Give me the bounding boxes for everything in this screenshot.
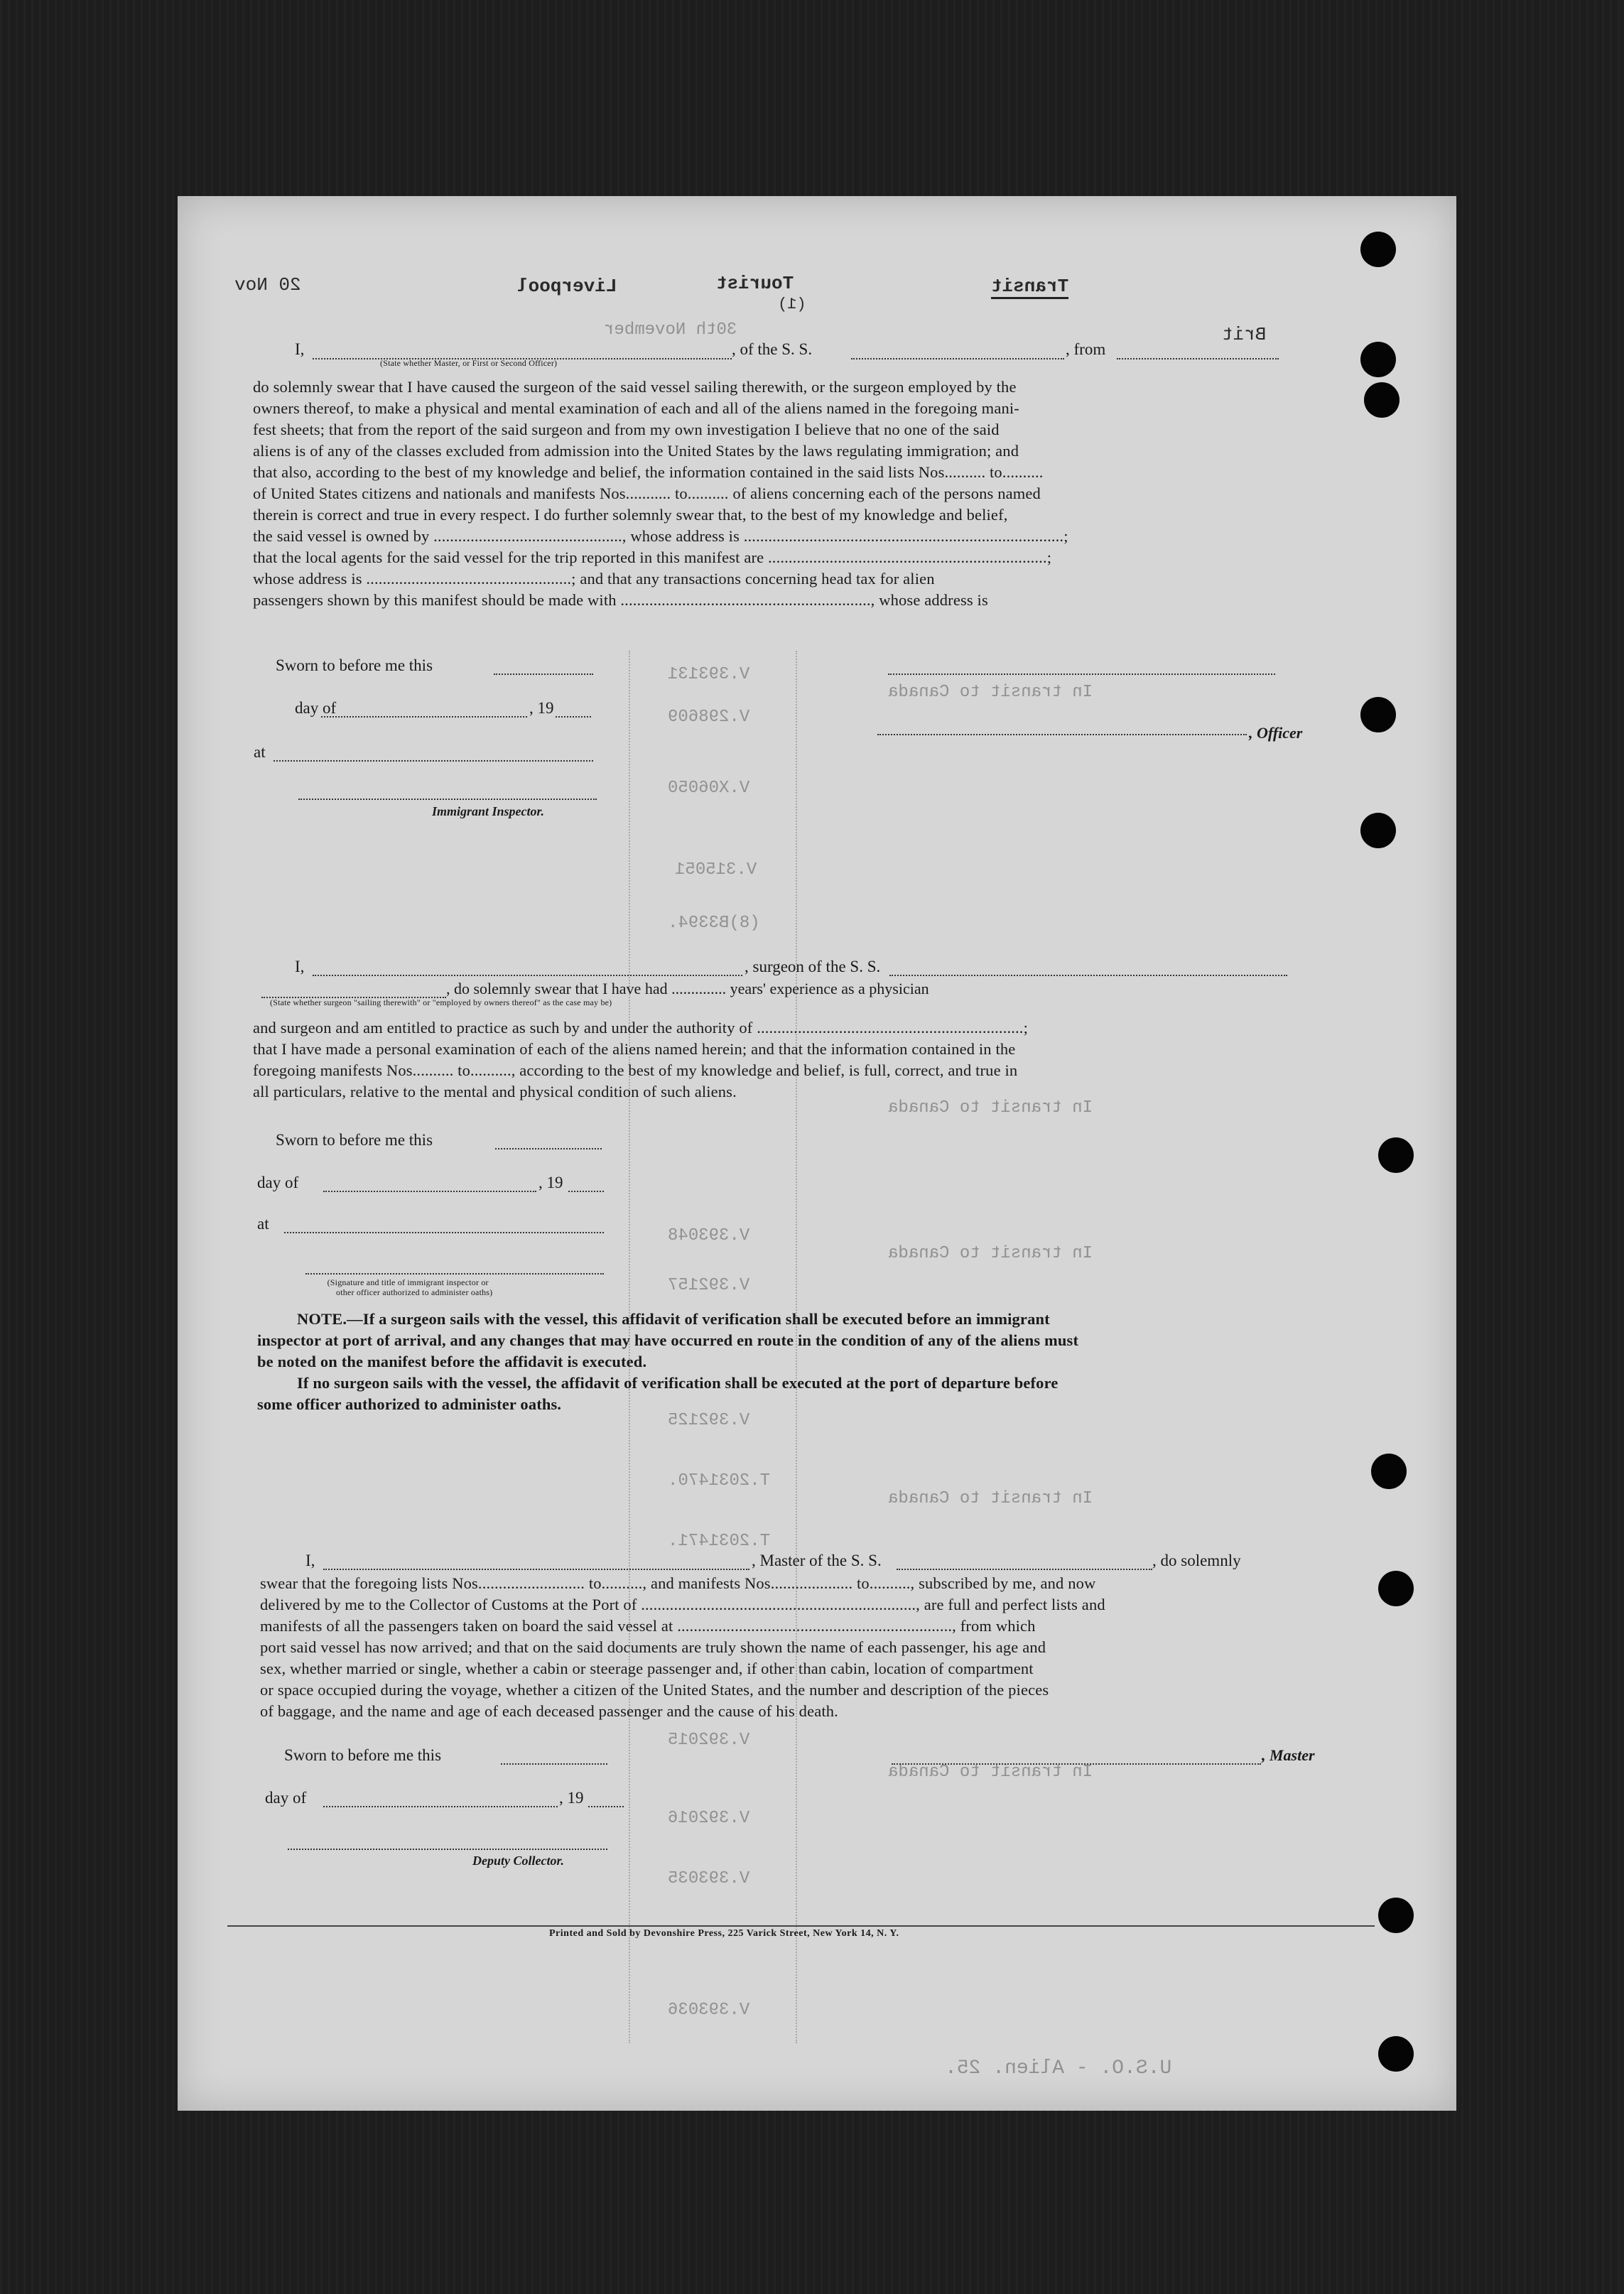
punch-hole: [1360, 232, 1396, 267]
bleed-number: V.298609: [668, 708, 750, 727]
at-line-2: [284, 1232, 604, 1233]
at-line-1: [274, 760, 593, 762]
bleed-number: (8)B3394.: [668, 914, 760, 933]
bleed-number: T.2031470.: [668, 1471, 771, 1490]
header-port: Liverpool: [517, 276, 617, 297]
sworn-day-line: [494, 673, 593, 675]
day-of-label-1: day of: [295, 699, 337, 717]
bleed-number: V.315051: [675, 860, 757, 880]
bleed-number: V.392015: [668, 1731, 750, 1750]
collector-oath-swear: , do solemnly: [1152, 1552, 1241, 1569]
year-label-3: , 19: [559, 1789, 584, 1807]
sworn-label-3: Sworn to before me this: [284, 1746, 442, 1764]
officer-line-a: [888, 673, 1275, 675]
printer-imprint: Printed and Sold by Devonshire Press, 225 Varick Street, New York 14, N. Y.: [549, 1928, 899, 1939]
year-label-2: , 19: [538, 1174, 563, 1191]
bleed-number: V.393036: [668, 2001, 750, 2020]
bleed-number: V.392125: [668, 1411, 750, 1430]
bleed-text: In transit to Canada: [888, 683, 1093, 702]
surgeon-oath-swear: , do solemnly swear that I have had .............. years' experience as a physician: [446, 980, 929, 997]
deputy-collector-line: [288, 1849, 607, 1850]
punch-hole: [1360, 342, 1396, 377]
bleed-number: V.392016: [668, 1809, 750, 1828]
officer-label: , Officer: [1249, 724, 1303, 742]
header-flag-typed: Brit: [1222, 324, 1267, 345]
at-label-1: at: [254, 743, 266, 761]
year-line-3: [588, 1806, 624, 1807]
punch-hole: [1378, 1898, 1414, 1933]
punch-hole: [1360, 697, 1396, 732]
bleed-number: V.X06050: [668, 779, 750, 798]
punch-hole: [1378, 1571, 1414, 1606]
surgeon-name-line: [313, 975, 742, 976]
punch-hole: [1378, 1137, 1414, 1173]
day-of-line-3: [323, 1806, 558, 1807]
master-signature-line: [892, 1763, 1261, 1765]
form-code: U.S.O. - Alien. 25.: [945, 2057, 1172, 2079]
header-class: Tourist: [716, 273, 794, 294]
master-oath-body: do solemnly swear that I have caused the surgeon of the said vessel sailing therewith, or the surgeon employed by the owners thereof, to make a physical and mental examination of each and all of the aliens named in the foregoing mani- fest sheets; that from the report of the said surgeon and from my own investigation I believe that no one of the said aliens is of any of the classes excluded from admission into the United States by the laws regulating immigration; and that also, according to the best of my knowledge and belief, the information contained in the said lists Nos.......... to.......... of United States citizens and nationals and manifests Nos........... to.......... of aliens concerning each of the persons named therein is correct and true in every respect. I do further solemnly swear that, to the best of my knowledge and belief, the said vessel is owned by .............................................., whose address is ..............................................................................; that the local agents for the said vessel for the trip reported in this manifest are ....................................................................; whose address is ..................................................; and that any transactions concerning head tax for alien passengers shown by this manifest should be made with ............................................................., whose address is: [253, 378, 1068, 609]
sworn-day-line-3: [501, 1763, 607, 1765]
header-class-number: (1): [778, 296, 806, 313]
collector-oath-body: swear that the foregoing lists Nos.......................... to.........., and manifests Nos.................... to.........., subscribed by me, and now delivered by me to the Collector of Customs at the Port of ..................................................................., are full and perfect lists and manifests of all the passengers taken on board the said vessel at ..................................................................., from which port said vessel has now arrived; and that on the said documents are truly shown the name of each passenger, his age and sex, whether married or single, whether a cabin or steerage passenger and, if other than cabin, location of compartment or space occupied during the voyage, whether a citizen of the United States, and the number and description of the pieces of baggage, and the name and age of each deceased passenger and the cause of his death.: [260, 1574, 1105, 1720]
year-line-2: [568, 1191, 604, 1192]
bleed-text: In transit to Canada: [888, 1763, 1093, 1782]
bleed-text: In transit to Canada: [888, 1244, 1093, 1263]
bleed-number: V.393035: [668, 1869, 750, 1888]
header-transit: Transit: [991, 276, 1068, 299]
bleed-text: In transit to Canada: [888, 1098, 1093, 1118]
bleed-text: In transit to Canada: [888, 1489, 1093, 1508]
officer-signature-line: [877, 734, 1247, 735]
collector-oath-prefix: I,: [305, 1552, 315, 1569]
deputy-collector-label: Deputy Collector.: [472, 1854, 564, 1868]
caption-line: (Signature and title of immigrant inspector or: [327, 1277, 489, 1287]
surgeon-witness-line: [305, 1273, 604, 1275]
caption-line: other officer authorized to administer oaths): [336, 1287, 493, 1297]
master-oath-from: , from: [1066, 340, 1106, 358]
note-block: NOTE.—If a surgeon sails with the vessel, this affidavit of verification shall be executed before an immigrant inspector at port of arrival, and any changes that may have occurred en route in the condition of any of the aliens must be noted on the manifest before the affidavit is executed. If no surgeon sails with the vessel, the affidavit of verification shall be executed at the port of departure before some officer authorized to administer oaths.: [257, 1310, 1079, 1413]
inspector-label: Immigrant Inspector.: [432, 804, 545, 818]
year-line-1: [556, 716, 591, 718]
year-label-1: , 19: [529, 699, 554, 717]
sworn-label-1: Sworn to before me this: [276, 656, 433, 674]
surgeon-witness-caption: [323, 1277, 492, 1297]
day-of-line-1: [321, 716, 527, 718]
footer-rule: [227, 1925, 1375, 1927]
collector-master-line: [323, 1569, 749, 1570]
surgeon-ship-line: [889, 975, 1287, 976]
day-of-label-3: day of: [265, 1789, 307, 1807]
sworn-label-2: Sworn to before me this: [276, 1131, 433, 1149]
bleed-number: T.2031471.: [668, 1532, 771, 1551]
punch-hole: [1360, 813, 1396, 848]
surgeon-oath-body: and surgeon and am entitled to practice as such by and under the authority of .................................................................; that I have made a personal examination of each of the aliens named herein; and that the information contained in the foregoing manifests Nos.......... to.........., according to the best of my knowledge and belief, is full, correct, and true in all particulars, relative to the mental and physical condition of such aliens.: [253, 1019, 1028, 1100]
day-of-line-2: [323, 1191, 536, 1192]
punch-hole: [1364, 382, 1400, 418]
collector-oath-ship: , Master of the S. S.: [752, 1552, 882, 1569]
ship-name-line: [851, 358, 1064, 359]
manifest-page: [178, 196, 1456, 2111]
day-of-label-2: day of: [257, 1174, 299, 1191]
punch-hole: [1378, 2036, 1414, 2072]
header-date-stamp: 20 Nov: [234, 274, 301, 296]
at-label-2: at: [257, 1215, 269, 1233]
master-oath-ship: , of the S. S.: [732, 340, 813, 358]
collector-ship-line: [897, 1569, 1152, 1570]
sworn-day-line-2: [495, 1148, 602, 1149]
surgeon-oath-prefix: I,: [295, 958, 305, 975]
master-label: , Master: [1262, 1746, 1315, 1764]
bleed-number: V.393048: [668, 1226, 750, 1245]
punch-hole: [1371, 1454, 1407, 1489]
header-date-typed: 30th November: [604, 320, 737, 340]
master-oath-prefix: I,: [295, 340, 305, 358]
master-title-caption: (State whether Master, or First or Second Officer): [380, 358, 558, 368]
bleed-number: V.393131: [668, 665, 750, 684]
bleed-number: V.392157: [668, 1276, 750, 1295]
surgeon-caption: (State whether surgeon "sailing therewith" or "employed by owners thereof" as the case may be): [270, 997, 612, 1007]
surgeon-oath-ship: , surgeon of the S. S.: [745, 958, 881, 975]
inspector-signature-line: [298, 799, 597, 800]
from-port-line: [1117, 358, 1279, 359]
